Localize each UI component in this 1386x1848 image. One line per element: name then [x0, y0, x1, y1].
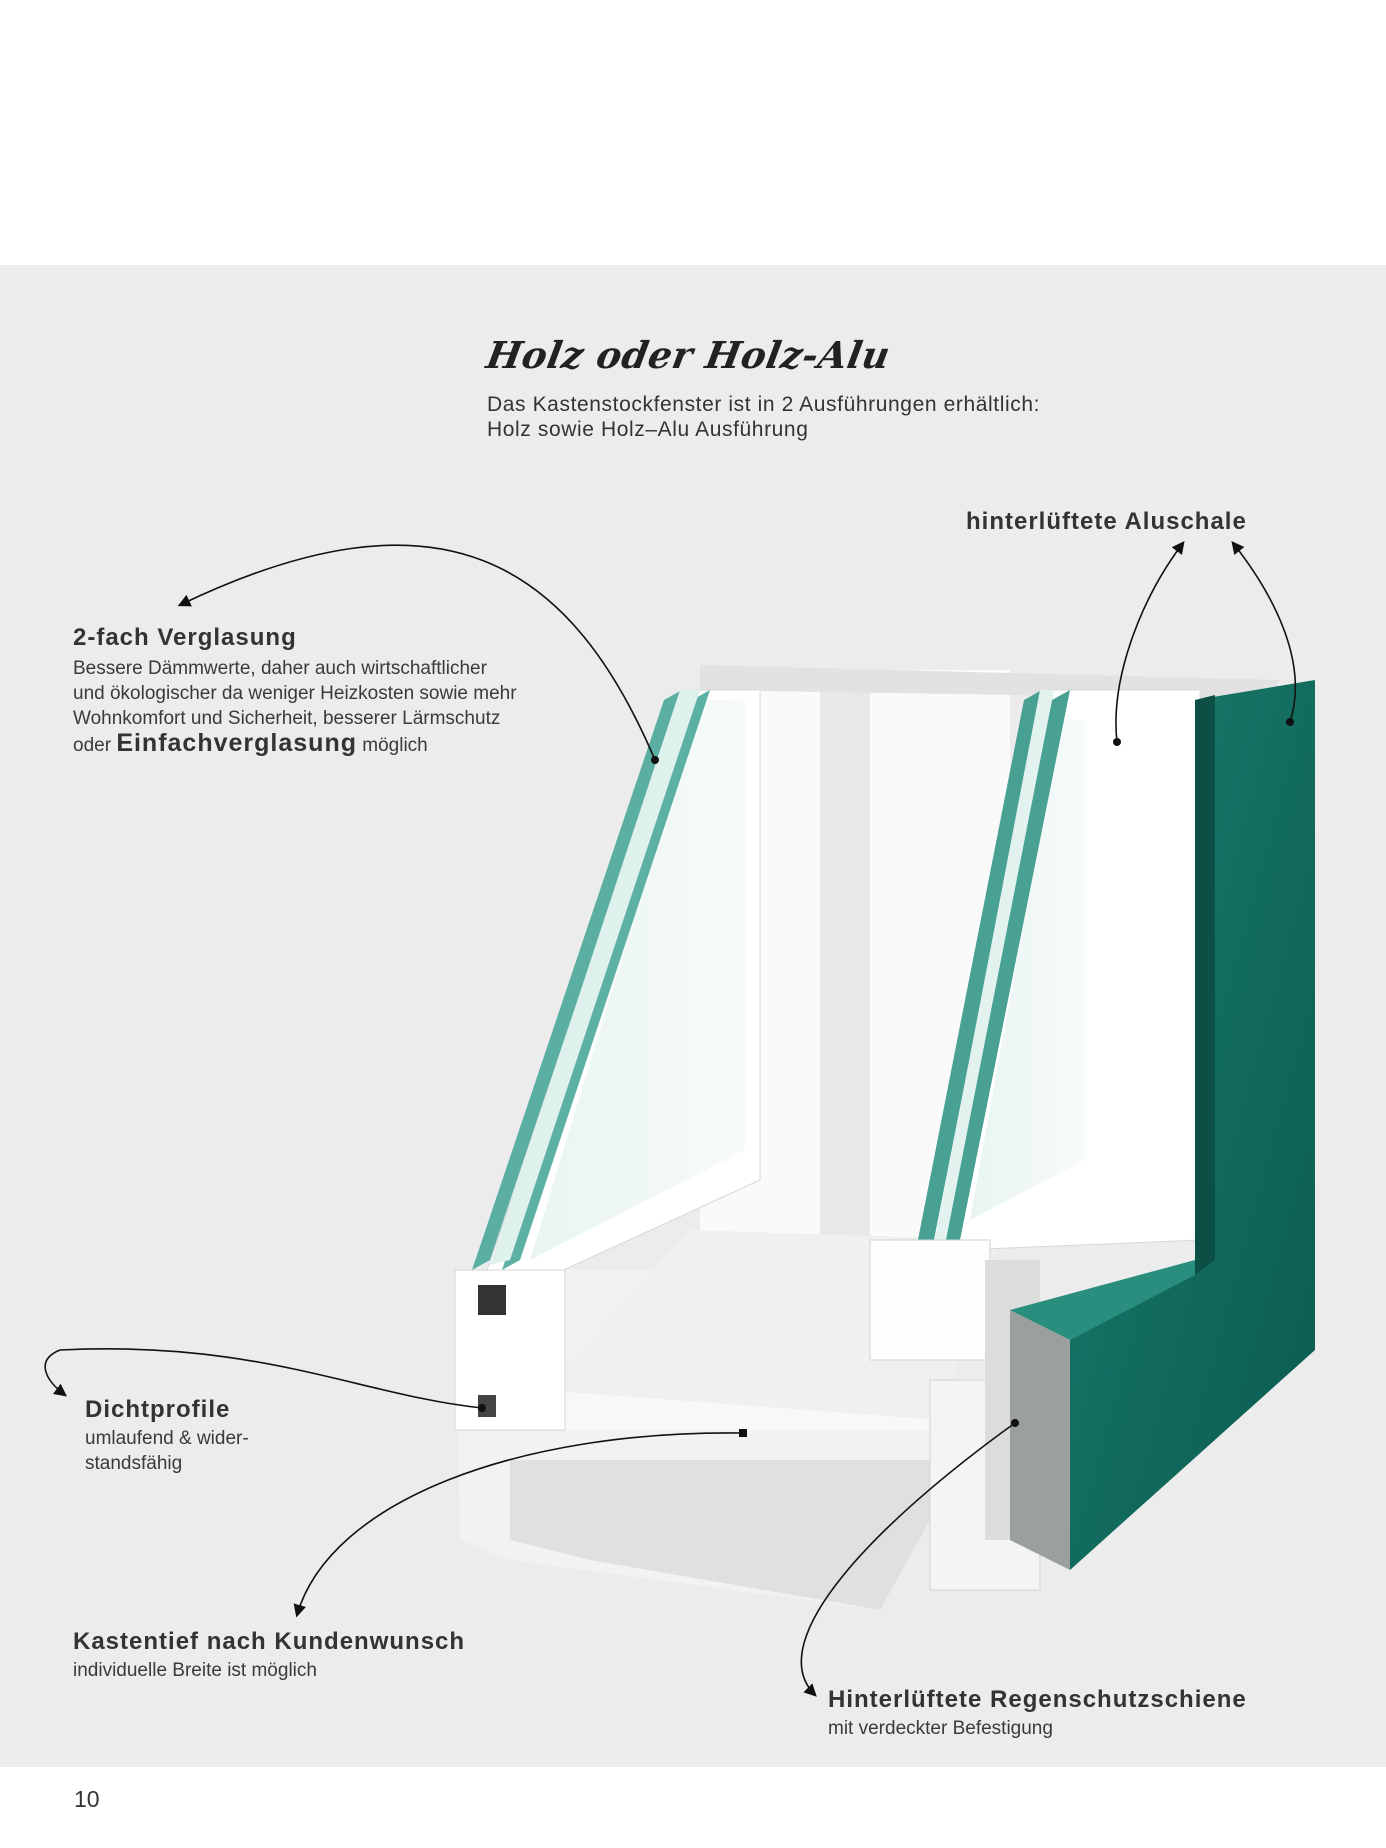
callout-regenschutz-line-1: mit verdeckter Befestigung: [828, 1718, 1053, 1739]
intro-line-2: Holz sowie Holz–Alu Ausführung: [487, 418, 809, 441]
line-4-suffix: möglich: [362, 735, 428, 756]
callout-verglasung-line-1: Bessere Dämmwerte, daher auch wirtschaftlicher: [73, 658, 487, 679]
callout-kastentief-title: Kastentief nach Kundenwunsch: [73, 1628, 466, 1655]
callout-dichtprofile-line-2: standsfähig: [85, 1453, 183, 1474]
callout-regenschutz: [828, 1686, 1247, 1741]
callout-verglasung-line-4: [73, 731, 517, 758]
callout-kastentief: [73, 1628, 465, 1683]
callout-verglasung-line-2: und ökologischer da weniger Heizkosten sowie mehr: [73, 683, 517, 704]
callout-verglasung-title: 2-fach Verglasung: [73, 624, 297, 651]
callout-dichtprofile-line-1: umlaufend & wider-: [85, 1428, 249, 1449]
callout-dichtprofile-title: Dichtprofile: [85, 1396, 231, 1423]
callout-kastentief-line-1: individuelle Breite ist möglich: [73, 1660, 317, 1681]
page-number: 10: [74, 1786, 100, 1812]
section-title: Holz oder Holz-Alu: [483, 333, 894, 377]
callout-verglasung: [73, 624, 517, 758]
intro-text: [487, 392, 1040, 442]
callout-regenschutz-title: Hinterlüftete Regenschutzschiene: [828, 1686, 1247, 1713]
callout-dichtprofile: [85, 1396, 249, 1476]
callout-verglasung-line-3: Wohnkomfort und Sicherheit, besserer Lärmschutz: [73, 708, 501, 729]
intro-line-1: Das Kastenstockfenster ist in 2 Ausführungen erhältlich:: [487, 393, 1041, 416]
callout-aluschale-title: hinterlüftete Aluschale: [966, 508, 1247, 535]
line-4-prefix: oder: [73, 735, 112, 756]
einfachverglasung-emphasis: Einfachverglasung: [116, 729, 357, 757]
